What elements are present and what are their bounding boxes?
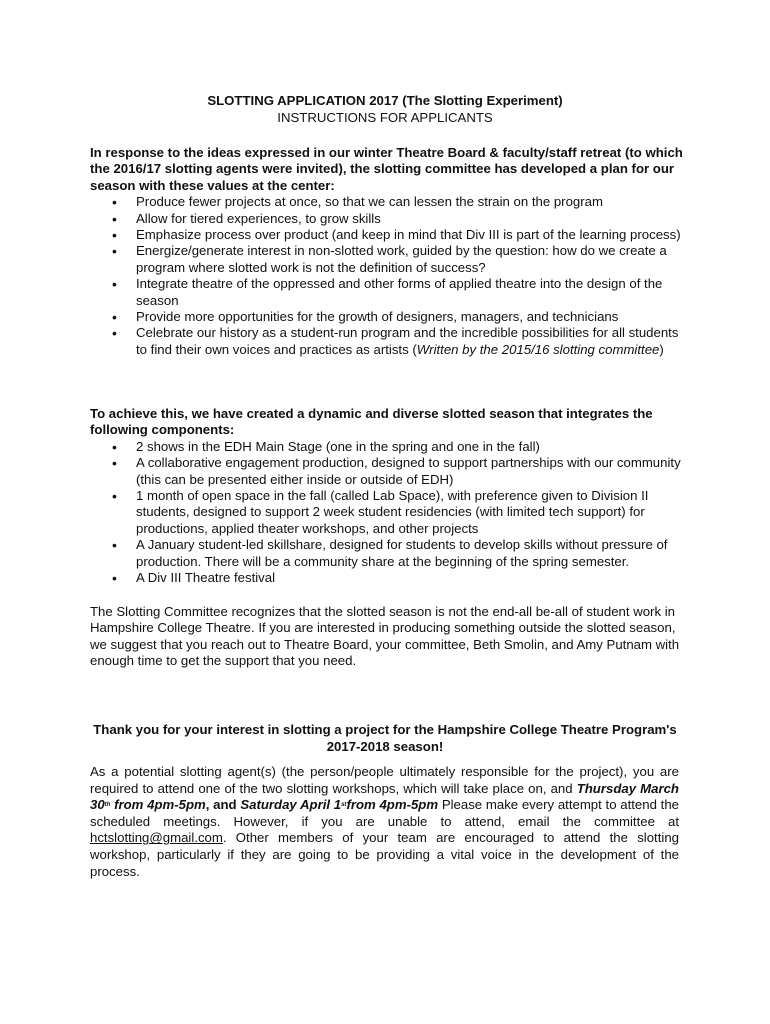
list-item: • Integrate theatre of the oppressed and other forms of applied theatre into the design of the season [90,276,690,309]
list-item-end: ) [659,341,664,357]
list-item: • Provide more opportunities for the growth of designers, managers, and technicians [90,309,690,325]
date-2-suffix: st [341,802,347,809]
components-lead: To achieve this, we have created a dynamic and diverse slotted season that integrates the following components: [90,406,653,438]
list-item: • A Div III Theatre festival [90,570,690,586]
components-section [90,406,690,586]
list-item: • Produce fewer projects at once, so that we can lessen the strain on the program [90,194,690,210]
list-item: • Emphasize process over product (and keep in mind that Div III is part of the learning process) [90,227,690,243]
values-lead: In response to the ideas expressed in our winter Theatre Board & faculty/staff retreat (to which the 2016/17 slotting agents were invited), the slotting committee has developed a plan for our season with these values at the center: [90,145,683,193]
workshop-paragraph [90,764,679,880]
list-item: • A January student-led skillshare, designed for students to develop skills without pressure of production. There will be a community share at the beginning of the spring semester. [90,537,690,570]
document-subtitle: INSTRUCTIONS FOR APPLICANTS [277,109,493,125]
workshop-text-3: . Other members of your team are encouraged to attend the slotting workshop, particularly if they are going to be providing a vital voice in the development of the process. [90,830,679,879]
committee-section [90,604,690,670]
list-item: • 2 shows in the EDH Main Stage (one in the spring and one in the fall) [90,439,690,455]
list-item: • 1 month of open space in the fall (called Lab Space), with preference given to Division II students, designed to support 2 week student residencies (with limited tech support) for productions, applied theater workshops, and other projects [90,488,690,537]
list-item [90,325,690,358]
date-1-text: Thursday March 30 [90,780,679,813]
workshop-text-2: Please make every attempt to attend the scheduled meetings. However, if you are unable to attend, email the committee at [90,797,679,829]
values-section [90,145,690,358]
document-title: SLOTTING APPLICATION 2017 (The Slotting Experiment) [207,93,563,108]
date-1-time: from 4pm-5pm [110,797,206,813]
document-header [0,93,770,126]
list-item-italic: Written by the 2015/16 slotting committee [416,341,660,357]
list-item-text: Celebrate our history as a student-run program and the incredible possibilities for all students to find their own voices and practices as artists ( [136,325,679,357]
workshop-and: , and [205,797,241,813]
values-list [90,194,690,358]
email-link[interactable]: hctslotting@gmail.com [90,830,223,846]
date-2-time: from 4pm-5pm [346,797,439,813]
list-item: • A collaborative engagement production, designed to support partnerships with our community (this can be presented either inside or outside of EDH) [90,455,690,488]
workshop-date-2 [240,797,438,812]
date-2-text: Saturday April 1 [240,797,342,813]
list-item: • Allow for tiered experiences, to grow skills [90,211,690,227]
date-1-suffix: th [104,802,111,809]
thanks-heading: Thank you for your interest in slotting a project for the Hampshire College Theatre Program's 2017-2018 season! [93,722,677,754]
committee-paragraph: The Slotting Committee recognizes that the slotted season is not the end-all be-all of student work in Hampshire College Theatre. If you are interested in producing something outside the slotted season, we suggest that you reach out to Theatre Board, your committee, Beth Smolin, and Amy Putnam with enough time to get the support that you need. [90,604,680,669]
list-item: • Energize/generate interest in non-slotted work, guided by the question: how do we create a program where slotted work is not the definition of success? [90,243,690,276]
components-list [90,439,690,587]
workshop-text-1: As a potential slotting agent(s) (the person/people ultimately responsible for the project), you are required to attend one of the two slotting workshops, which will take place on, and [90,764,679,796]
